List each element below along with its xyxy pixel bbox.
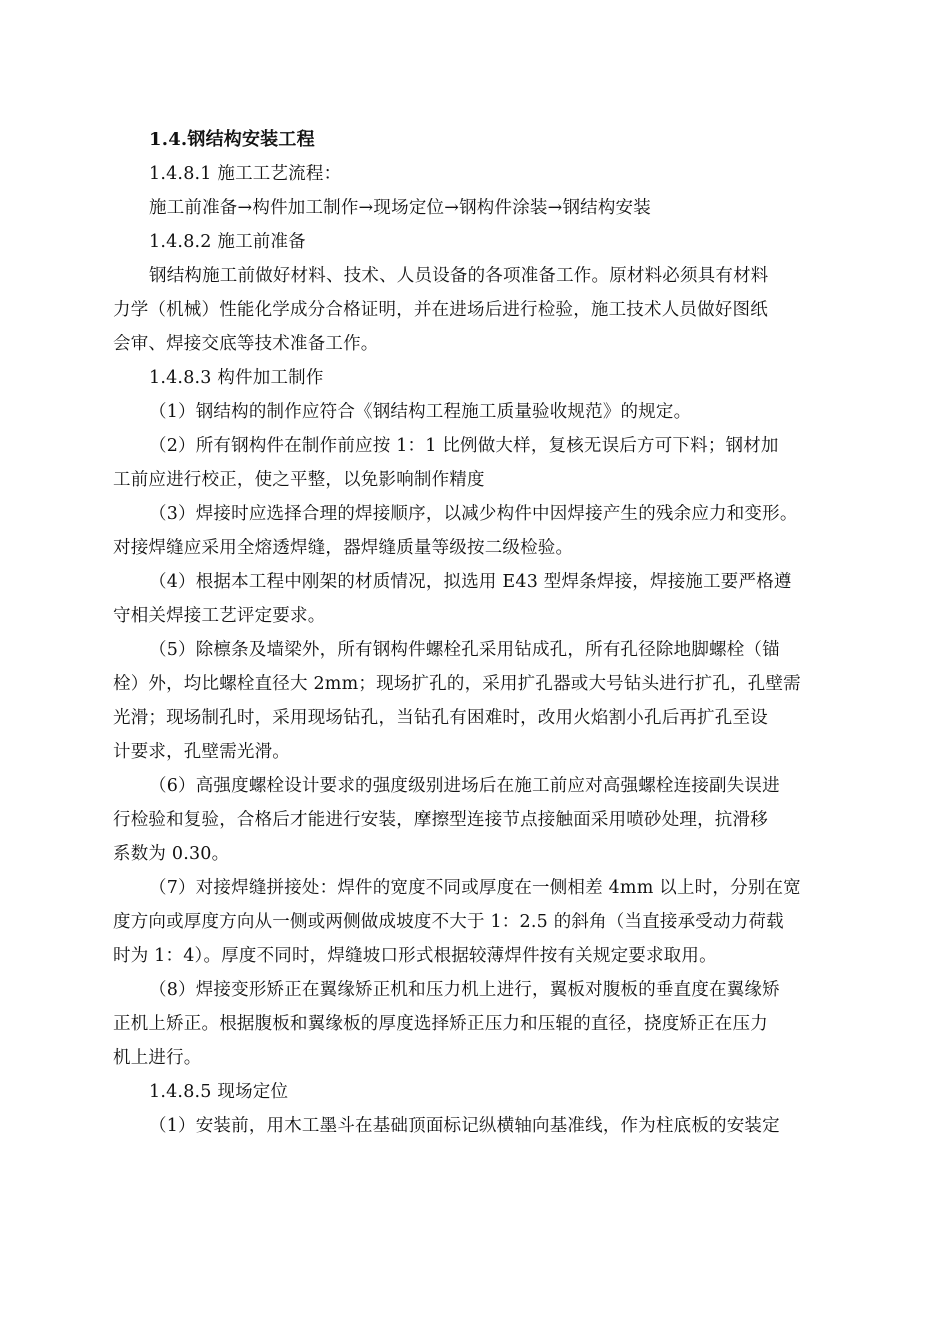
list-item-line: （4）根据本工程中刚架的材质情况，拟选用 E43 型焊条焊接，焊接施工要严格遵 (149, 572, 792, 592)
list-item-line: 计要求，孔壁需光滑。 (113, 742, 290, 762)
paragraph-line: 力学（机械）性能化学成分合格证明，并在进场后进行检验，施工技术人员做好图纸 (113, 300, 768, 320)
section-title: 1.4.钢结构安装工程 (149, 129, 315, 150)
subsection-heading: 1.4.8.1 施工工艺流程： (149, 164, 342, 184)
subsection-heading: 1.4.8.2 施工前准备 (149, 232, 306, 252)
list-item-line: （1）安装前，用木工墨斗在基础顶面标记纵横轴向基准线，作为柱底板的安装定 (149, 1116, 780, 1136)
list-item-line: （2）所有钢构件在制作前应按 1：1 比例做大样，复核无误后方可下料；钢材加 (149, 436, 779, 456)
list-item-line: 系数为 0.30。 (113, 844, 230, 864)
list-item-line: 守相关焊接工艺评定要求。 (113, 606, 326, 626)
list-item-line: （3）焊接时应选择合理的焊接顺序，以减少构件中因焊接产生的残余应力和变形。 (149, 504, 798, 524)
list-item-line: 度方向或厚度方向从一侧或两侧做成坡度不大于 1：2.5 的斜角（当直接承受动力荷载 (113, 912, 784, 932)
list-item-line: 光滑；现场制孔时，采用现场钻孔，当钻孔有困难时，改用火焰割小孔后再扩孔至设 (113, 708, 768, 728)
list-item-line: （6）高强度螺栓设计要求的强度级别进场后在施工前应对高强螺栓连接副失误进 (149, 776, 780, 796)
document-body (113, 123, 843, 1143)
list-item-line: （5）除檩条及墙梁外，所有钢构件螺栓孔采用钻成孔，所有孔径除地脚螺栓（锚 (149, 640, 780, 660)
subsection-heading: 1.4.8.3 构件加工制作 (149, 368, 324, 388)
list-item-line: 工前应进行校正，使之平整，以免影响制作精度 (113, 470, 485, 490)
list-item-line: （1）钢结构的制作应符合《钢结构工程施工质量验收规范》的规定。 (149, 402, 692, 422)
list-item-line: 机上进行。 (113, 1048, 202, 1068)
list-item-line: 行检验和复验，合格后才能进行安装，摩擦型连接节点接触面采用喷砂处理，抗滑移 (113, 810, 768, 830)
list-item-line: （8）焊接变形矫正在翼缘矫正机和压力机上进行，翼板对腹板的垂直度在翼缘矫 (149, 980, 780, 1000)
list-item-line: 栓）外，均比螺栓直径大 2mm；现场扩孔的，采用扩孔器或大号钻头进行扩孔，孔壁需 (113, 674, 801, 694)
subsection-heading: 1.4.8.5 现场定位 (149, 1082, 289, 1102)
list-item-line: （7）对接焊缝拼接处：焊件的宽度不同或厚度在一侧相差 4mm 以上时，分别在宽 (149, 878, 801, 898)
list-item-line: 正机上矫正。根据腹板和翼缘板的厚度选择矫正压力和压辊的直径，挠度矫正在压力 (113, 1014, 768, 1034)
process-flow-line: 施工前准备→构件加工制作→现场定位→钢构件涂装→钢结构安装 (149, 198, 651, 218)
paragraph-line: 钢结构施工前做好材料、技术、人员设备的各项准备工作。原材料必须具有材料 (149, 266, 769, 286)
list-item-line: 对接焊缝应采用全熔透焊缝，器焊缝质量等级按二级检验。 (113, 538, 574, 558)
list-item-line: 时为 1：4）。厚度不同时，焊缝坡口形式根据较薄焊件按有关规定要求取用。 (113, 946, 717, 966)
paragraph-line: 会审、焊接交底等技术准备工作。 (113, 334, 379, 354)
